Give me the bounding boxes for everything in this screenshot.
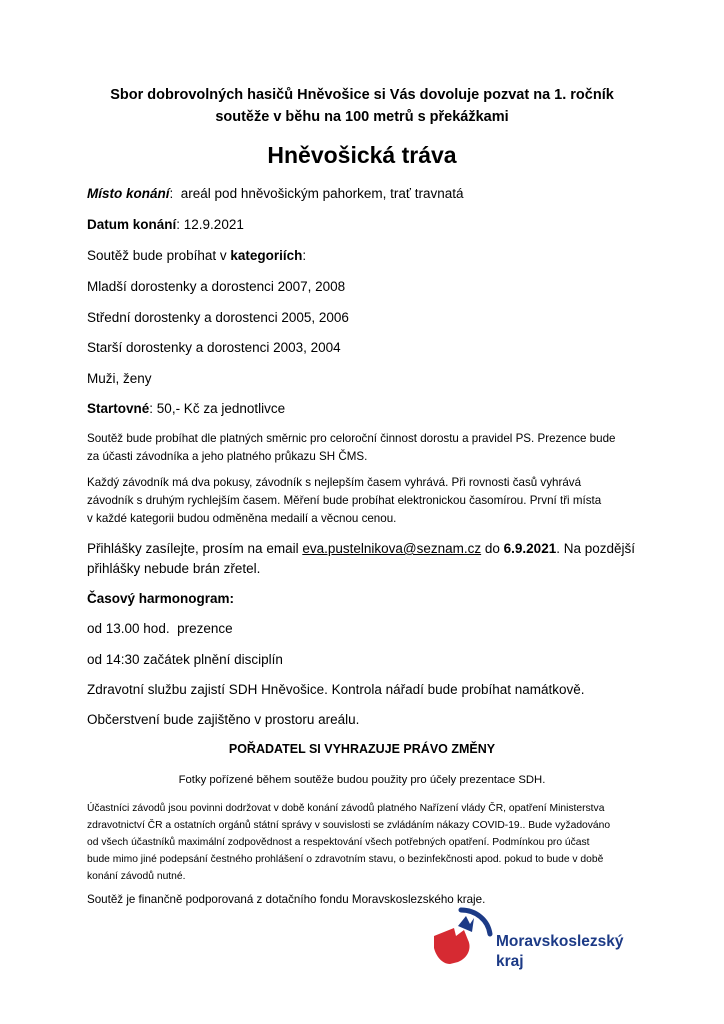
fee-value: 50,- Kč za jednotlivce: [156, 401, 286, 416]
covid-paragraph: [87, 800, 610, 885]
logo-wordmark: [496, 932, 624, 972]
fee-label: Startovné: [87, 401, 150, 416]
covid-line: zdravotnictví ČR a ostatních orgánů státní správy v souvislosti se zvládáním nákazy COVID-19.. Bude vyžadováno: [87, 820, 611, 831]
venue-value: areál pod hněvošickým pahorkem, trať travnatá: [173, 186, 464, 201]
categories-intro: [87, 248, 306, 263]
registration-prefix: Přihlášky zasílejte, prosím na email: [87, 541, 303, 556]
categories-prefix: Soutěž bude probíhat v: [87, 248, 231, 263]
registration-line-1: [87, 539, 635, 559]
date-sep: :: [176, 217, 184, 232]
venue-sep: :: [169, 186, 174, 201]
schedule-item: od 13.00 hod. prezence: [87, 621, 233, 636]
categories-bold: kategoriích: [230, 248, 303, 263]
logo-bird-icon: [458, 916, 474, 932]
category-item: Muži, ženy: [87, 371, 152, 386]
intro-line-1: Sbor dobrovolných hasičů Hněvošice si Vás dovoluje pozvat na 1. ročník: [110, 87, 614, 103]
registration-line-2: přihlášky nebude brán zřetel.: [87, 561, 261, 576]
event-title: Hněvošická tráva: [267, 142, 457, 168]
category-item: Střední dorostenky a dorostenci 2005, 2006: [87, 310, 349, 325]
date-value: 12.9.2021: [183, 217, 244, 232]
intro-line-2: soutěže v běhu na 100 metrů s překážkami: [215, 109, 509, 125]
logo-line-2: kraj: [496, 953, 524, 970]
schedule-item: od 14:30 začátek plnění disciplín: [87, 652, 283, 667]
venue-label: Místo konání: [87, 186, 170, 201]
moravskoslezsky-kraj-logo-icon: [428, 906, 496, 968]
registration-email-link[interactable]: eva.pustelnikova@seznam.cz: [302, 541, 482, 556]
registration-suffix: . Na pozdější: [556, 541, 636, 556]
registration-paragraph: [87, 539, 635, 579]
attempts-line-3: v každé kategorii budou odměněna medailí a věcnou cenou.: [87, 512, 397, 525]
category-item: Mladší dorostenky a dorostenci 2007, 2008: [87, 279, 346, 294]
fee-sep: :: [149, 401, 157, 416]
logo-figure-icon: [434, 928, 470, 964]
rules-paragraph: [87, 430, 615, 466]
registration-middle: do: [481, 541, 504, 556]
category-item: Starší dorostenky a dorostenci 2003, 2004: [87, 340, 341, 355]
venue-line: [87, 186, 464, 201]
funding-line: Soutěž je finančně podporovaná z dotačního fondu Moravskoslezského kraje.: [87, 893, 486, 906]
covid-line: od všech účastníků maximální zodpovědnost a respektování všech potřebných opatření. Podmínkou pro účast: [87, 837, 590, 848]
refreshments-line: Občerstvení bude zajištěno v prostoru areálu.: [87, 712, 360, 727]
attempts-line-2: závodník s druhým rychlejším časem. Měření bude probíhat elektronickou časomírou. První tři místa: [87, 494, 602, 507]
covid-line: bude mimo jiné podepsání čestného prohlášení o zdravotním stavu, o bezinfekčnosti apod. pokud to bude v době: [87, 854, 604, 865]
registration-deadline: 6.9.2021: [503, 541, 557, 556]
attempts-paragraph: [87, 474, 601, 528]
invitation-intro: [60, 84, 664, 128]
rules-line-1: Soutěž bude probíhat dle platných směrnic pro celoroční činnost dorostu a pravidel PS. Prezence bude: [87, 432, 616, 445]
rules-line-2: za účasti závodníka a jeho platného průkazu SH ČMS.: [87, 450, 368, 463]
fee-line: [87, 401, 285, 416]
logo-line-1: Moravskoslezský: [496, 933, 624, 950]
covid-line: Účastníci závodů jsou povinni dodržovat v době konání závodů platného Nařízení vlády ČR, opatření Ministerstva: [87, 803, 605, 814]
date-line: [87, 217, 244, 232]
covid-line: konání závodů nutné.: [87, 871, 186, 882]
schedule-heading: Časový harmonogram:: [87, 591, 235, 606]
health-service-line: Zdravotní službu zajistí SDH Hněvošice. Kontrola nářadí bude probíhat namátkově.: [87, 682, 585, 697]
photos-notice: Fotky pořízené během soutěže budou použity pro účely prezentace SDH.: [178, 774, 546, 786]
attempts-line-1: Každý závodník má dva pokusy, závodník s nejlepším časem vyhrává. Při rovnosti časů vyhrává: [87, 476, 582, 489]
date-label: Datum konání: [87, 217, 177, 232]
organizer-reserve-notice: POŘADATEL SI VYHRAZUJE PRÁVO ZMĚNY: [228, 742, 496, 756]
categories-suffix: :: [302, 248, 307, 263]
